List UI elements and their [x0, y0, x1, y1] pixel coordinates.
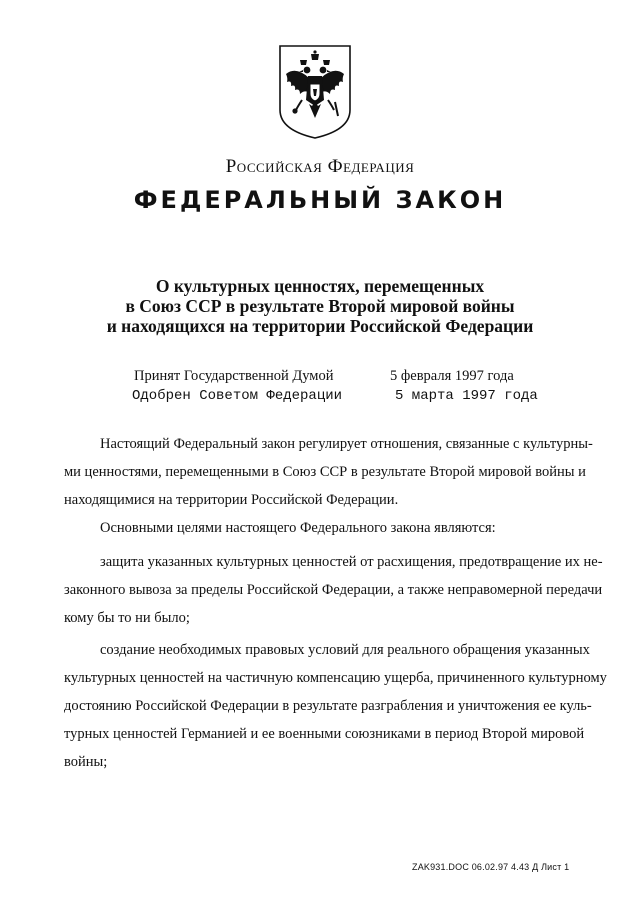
law-title-line: в Союз ССР в результате Второй мировой войны [125, 296, 515, 316]
paragraph-line: Настоящий Федеральный закон регулирует отношения, связанные с культурны- [100, 436, 593, 452]
law-title-line: О культурных ценностях, перемещенных [155, 276, 485, 296]
paragraph-line: кому бы то ни было; [64, 610, 190, 626]
council-approval-label: Одобрен Советом Федерации [132, 388, 343, 404]
paragraph-line: культурных ценностей на частичную компенсацию ущерба, причиненного культурному [64, 670, 607, 686]
paragraph-goals-intro [64, 514, 576, 542]
law-title-line: и находящихся на территории Российской Федерации [106, 316, 534, 336]
paragraph-line: войны; [64, 754, 108, 770]
law-title [0, 276, 640, 336]
paragraph-line: Основными целями настоящего Федерального закона являются: [100, 520, 496, 536]
law-type-heading: ФЕДЕРАЛЬНЫЙ ЗАКОН [133, 186, 507, 214]
paragraph-line: законного вывоза за пределы Российской Федерации, а также неправомерной передачи [64, 582, 603, 598]
paragraph-line: защита указанных культурных ценностей от расхищения, предотвращение их не- [100, 554, 603, 570]
paragraph-line: находящимися на территории Российской Федерации. [64, 492, 399, 508]
paragraph-goal-compensation [64, 636, 607, 776]
paragraph-goal-protection [64, 548, 603, 632]
duma-adoption-date: 5 февраля 1997 года [390, 368, 514, 384]
council-approval-date: 5 марта 1997 года [395, 388, 538, 404]
state-emblem-icon [278, 44, 352, 140]
paragraph-line: турных ценностей Германией и ее военными союзниками в период Второй мировой [64, 726, 585, 742]
document-footer-code: ZAK931.DOC 06.02.97 4.43 Д Лист 1 [412, 862, 570, 872]
paragraph-scope [64, 430, 593, 514]
paragraph-line: ми ценностями, перемещенными в Союз ССР в результате Второй мировой войны и [64, 464, 586, 480]
paragraph-line: создание необходимых правовых условий для реального обращения указанных [100, 642, 590, 658]
paragraph-line: достоянию Российской Федерации в результате разграбления и уничтожения ее куль- [64, 698, 592, 714]
duma-adoption-label: Принят Государственной Думой [134, 368, 334, 384]
country-name: Российская Федерация [225, 156, 415, 177]
